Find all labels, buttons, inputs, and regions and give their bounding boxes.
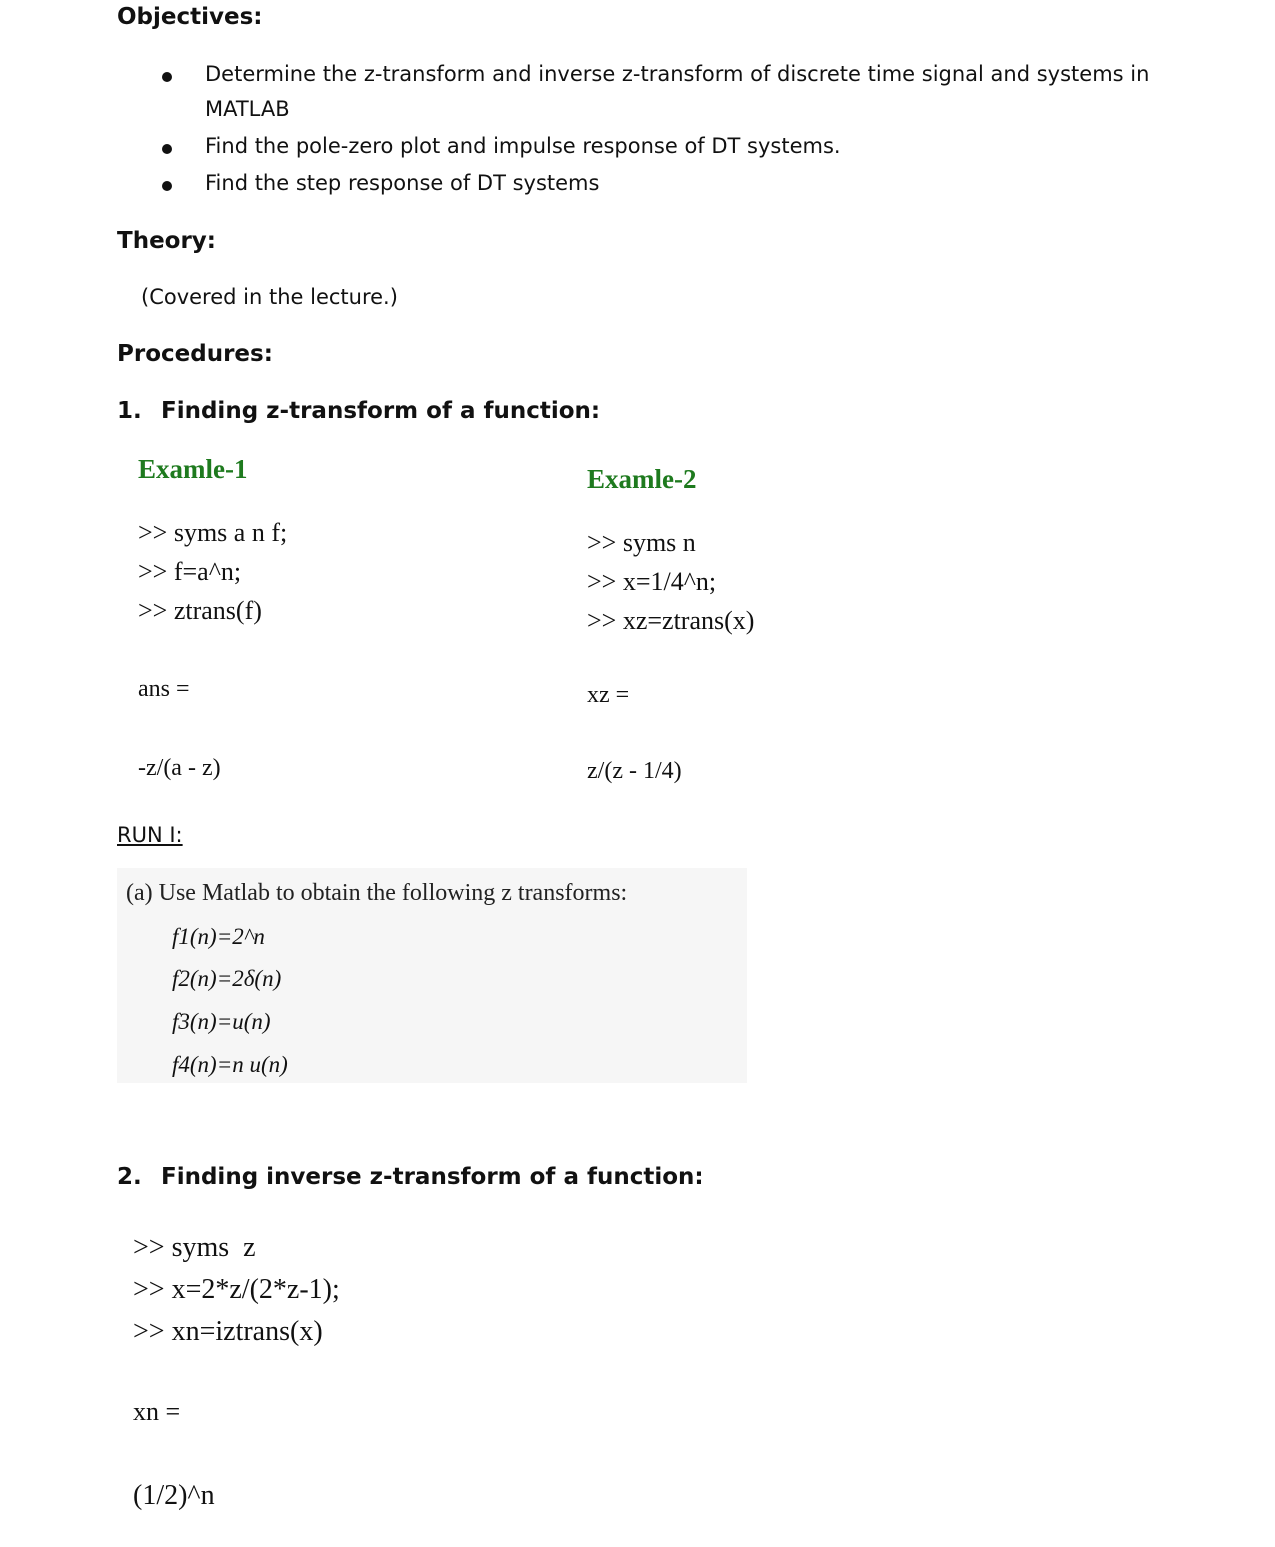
run-1-function-1: f1(n)=2^n [172, 924, 265, 949]
objectives-heading: Objectives: [117, 4, 263, 30]
example-2-ans-label: xz = [587, 682, 630, 708]
example-2-title: Examle-2 [587, 464, 697, 494]
run-1-function-3: f3(n)=u(n) [172, 1009, 271, 1034]
objective-item-1-line1: Determine the z-transform and inverse z-transform of discrete time signal and systems in [205, 62, 1150, 86]
bullet-icon [162, 72, 172, 82]
theory-heading: Theory: [117, 228, 216, 254]
run-1-function-4: f4(n)=n u(n) [172, 1052, 288, 1077]
code-line: >> x=2*z/(2*z-1); [133, 1274, 340, 1305]
section-1-title: Finding z-transform of a function: [161, 398, 601, 424]
section-2-result: (1/2)^n [133, 1480, 215, 1511]
code-line: >> syms z [133, 1232, 256, 1263]
example-1-title: Examle-1 [138, 454, 248, 484]
run-1-function-2: f2(n)=2δ(n) [172, 966, 282, 991]
example-2-code [587, 523, 754, 640]
code-line: >> xn=iztrans(x) [133, 1316, 323, 1347]
run-1-question: (a) Use Matlab to obtain the following z transforms: [126, 880, 628, 906]
example-1-ans-label: ans = [138, 676, 190, 702]
code-line: >> x=1/4^n; [587, 567, 717, 596]
example-1-result: -z/(a - z) [138, 755, 221, 781]
code-line: >> ztrans(f) [138, 596, 262, 625]
section-1-number: 1. [117, 398, 142, 424]
theory-text: (Covered in the lecture.) [141, 285, 398, 309]
code-line: >> xz=ztrans(x) [587, 606, 755, 635]
section-2-code [133, 1227, 340, 1353]
bullet-icon [162, 181, 172, 191]
section-2-ans-label: xn = [133, 1397, 181, 1426]
run-1-heading: RUN I: [117, 823, 183, 847]
code-line: >> syms n [587, 528, 696, 557]
objective-item-1-line2: MATLAB [205, 97, 290, 121]
bullet-icon [162, 144, 172, 154]
code-line: >> f=a^n; [138, 557, 242, 586]
objective-item-2: Find the pole-zero plot and impulse response of DT systems. [205, 134, 841, 158]
example-1-code [138, 513, 287, 630]
example-2-result: z/(z - 1/4) [587, 758, 682, 784]
code-line: >> syms a n f; [138, 518, 288, 547]
section-2-number: 2. [117, 1164, 142, 1190]
objective-item-3: Find the step response of DT systems [205, 171, 600, 195]
section-2-title: Finding inverse z-transform of a function: [161, 1164, 704, 1190]
procedures-heading: Procedures: [117, 341, 273, 367]
